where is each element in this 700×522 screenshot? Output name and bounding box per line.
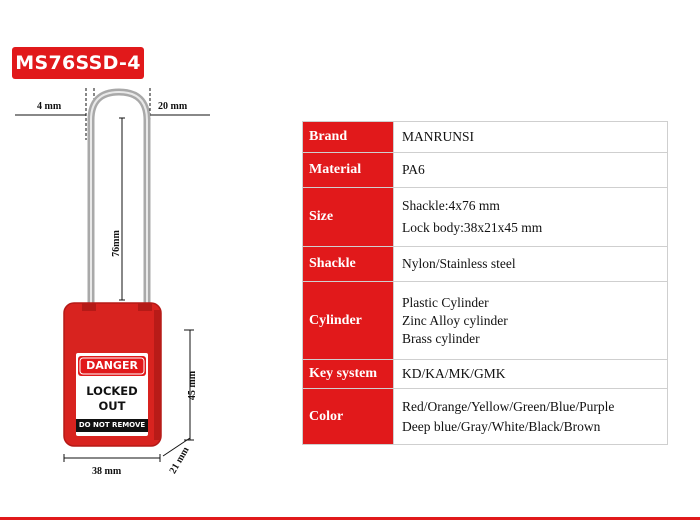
spec-key: Material	[303, 153, 394, 188]
dim-body-height: 45 mm	[187, 370, 199, 401]
shackle	[91, 92, 147, 305]
tag-notice-text: DO NOT REMOVE	[78, 421, 146, 429]
spec-value: KD/KA/MK/GMK	[394, 360, 668, 389]
spec-value: MANRUNSI	[394, 122, 668, 153]
spec-value: PA6	[394, 153, 668, 188]
spec-row-cylinder	[303, 282, 668, 360]
spec-table	[302, 121, 668, 445]
spec-key: Color	[303, 389, 394, 445]
spec-value: Plastic Cylinder Zinc Alloy cylinder Brass cylinder	[394, 282, 668, 360]
bottom-accent-line	[0, 517, 700, 520]
tag-out-text: OUT	[98, 399, 126, 413]
spec-row-material	[303, 153, 668, 188]
dim-shackle-clearance: 20 mm	[158, 101, 188, 112]
tag-locked-text: LOCKED	[86, 384, 138, 398]
dim-body-width: 38 mm	[92, 466, 122, 477]
model-title-badge: MS76SSD-4	[12, 47, 144, 79]
spec-row-shackle	[303, 247, 668, 282]
dim-shackle-height: 76mm	[110, 230, 122, 257]
spec-key: Brand	[303, 122, 394, 153]
tag-danger-text: DANGER	[86, 359, 138, 372]
spec-row-brand	[303, 122, 668, 153]
dim-shackle-diameter: 4 mm	[37, 101, 62, 112]
spec-key: Size	[303, 188, 394, 247]
spec-value: Red/Orange/Yellow/Green/Blue/Purple Deep blue/Gray/White/Black/Brown	[394, 389, 668, 445]
spec-row-color	[303, 389, 668, 445]
spec-key: Cylinder	[303, 282, 394, 360]
spec-row-key-system	[303, 360, 668, 389]
spec-value: Nylon/Stainless steel	[394, 247, 668, 282]
spec-key: Key system	[303, 360, 394, 389]
spec-key: Shackle	[303, 247, 394, 282]
spec-row-size	[303, 188, 668, 247]
spec-value: Shackle:4x76 mm Lock body:38x21x45 mm	[394, 188, 668, 247]
dim-body-depth: 21 mm	[167, 445, 192, 476]
